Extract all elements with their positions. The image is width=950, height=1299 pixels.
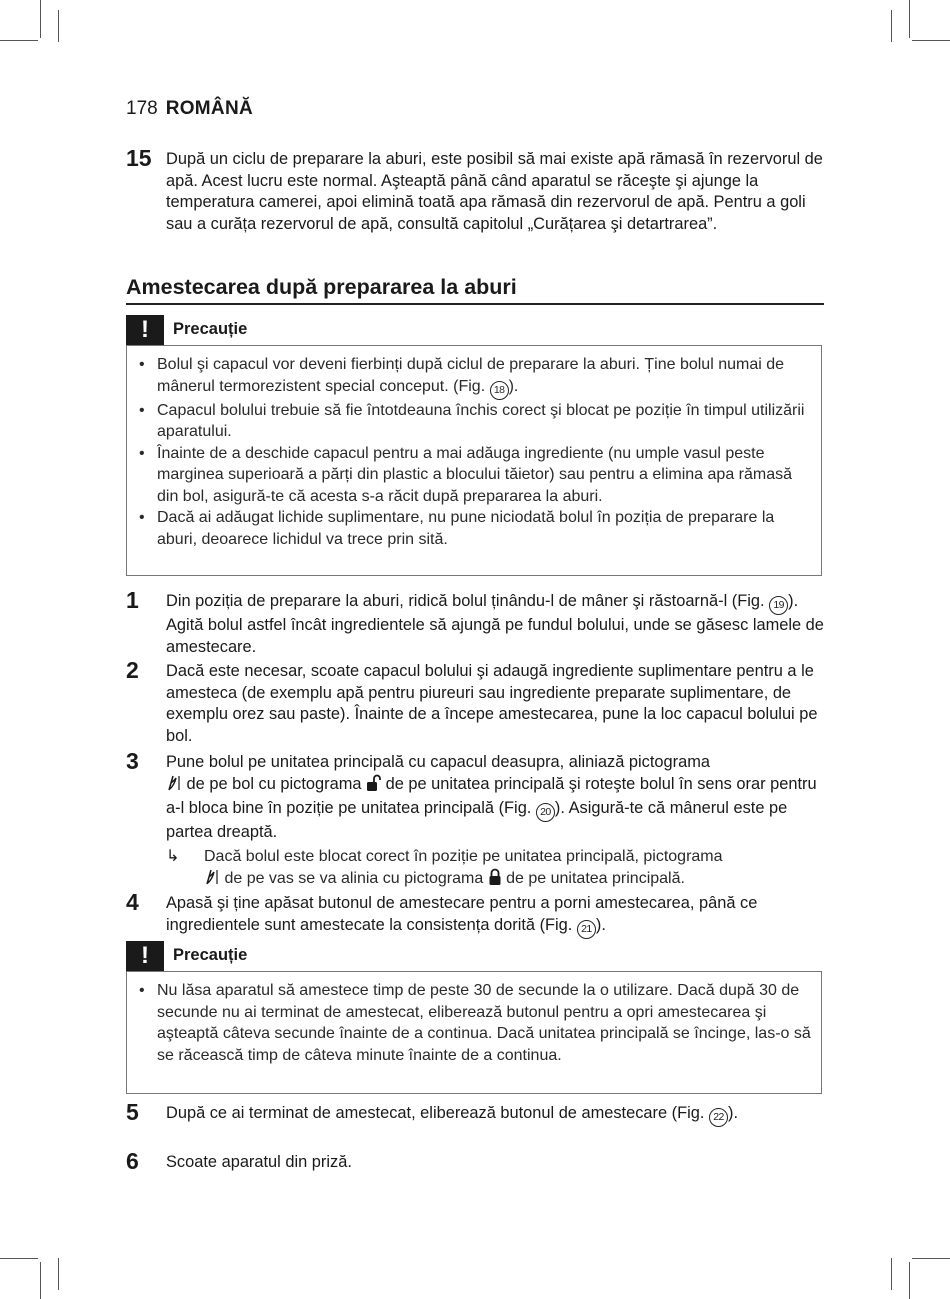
caution-block (126, 315, 824, 548)
caution-label: Precauție (173, 320, 248, 338)
figure-ref: 19 (769, 596, 788, 615)
figure-ref: 20 (536, 803, 555, 822)
crop-mark (891, 1258, 892, 1290)
figure-ref: 22 (709, 1108, 728, 1127)
caution-bullet: • Nu lăsa aparatul să amestece timp de peste 30 de secunde la o utilizare. Dacă după 30 de secunde nu ai terminat de amestecat, eliberează butonul pentru a opri amestecarea şi aşteaptă câteva secunde înainte de a continua. Dacă unitatea principală se încinge, las-o să se răcească timp de câteva minute înainte de a continua. (137, 980, 811, 1066)
crop-mark (909, 0, 910, 38)
crop-mark (40, 0, 41, 38)
crop-mark (891, 10, 892, 42)
lock-icon (488, 868, 502, 893)
step-text: După un ciclu de preparare la aburi, este posibil să mai existe apă rămasă în rezervorul de apă. Acest lucru este normal. Aşteaptă până când aparatul se răceşte şi ajunge la temperatura camerei, apoi elimină toată apa rămasă din rezervorul de apă. Pentru a goli sau a curăța rezervorul de apă, consultă capitolul „Curățarea şi detartrarea”. (166, 150, 823, 233)
crop-mark (909, 1262, 910, 1299)
crop-mark (0, 40, 38, 41)
caution-bullet: • Bolul şi capacul vor deveni fierbinți după ciclul de preparare la aburi. Ține bolul numai de mânerul termorezistent special conceput. (Fig. 18 ). (137, 354, 811, 400)
crop-mark (912, 40, 950, 41)
page-number: 178 (126, 98, 158, 119)
figure-ref: 21 (577, 920, 596, 939)
crop-mark (58, 10, 59, 42)
page-header (126, 98, 253, 120)
step-text: Dacă este necesar, scoate capacul bolului şi adaugă ingrediente suplimentare pentru a le amesteca (de exemplu apă pentru piureuri sau ingrediente preparate suplimentare, de exemplu orez sau paste). Înainte de a începe amestecarea, pune la loc capacul bolului pe bol. (166, 662, 818, 745)
caution-bullet: • Dacă ai adăugat lichide suplimentare, nu pune niciodată bolul în poziția de preparare la aburi, deoarece lichidul va trece prin sită. (137, 507, 811, 550)
crop-mark (912, 1258, 950, 1259)
section-title: Amestecarea după prepararea la aburi (126, 275, 517, 299)
caution-box (126, 345, 822, 576)
caution-block (126, 941, 824, 1064)
warning-icon: ! (126, 941, 164, 971)
crop-mark (58, 1258, 59, 1290)
crop-mark (0, 1258, 38, 1259)
step-text: Apasă şi ține apăsat butonul de amestecare pentru a porni amestecarea, până ce ingredientele sunt amestecate la consistența dorită (Fig. 21 ). (166, 893, 826, 939)
caution-box (126, 971, 822, 1094)
warning-icon: ! (126, 315, 164, 345)
figure-ref: 18 (490, 381, 509, 400)
result-text: Dacă bolul este blocat corect în poziție pe unitatea principală, pictograma de pe vas se va alinia cu pictograma de pe unitatea principală. (204, 846, 826, 892)
step-number: 15 (126, 145, 152, 171)
step-text: Scoate aparatul din priză. (166, 1153, 352, 1171)
caution-label: Precauție (173, 946, 248, 964)
step-number: 2 (126, 657, 139, 683)
caution-bullet: • Capacul bolului trebuie să fie întotdeauna închis corect şi blocat pe poziție în timpul utilizării aparatului. (137, 400, 811, 443)
step-number: 3 (126, 748, 139, 774)
section-divider (126, 303, 824, 305)
bowl-pictogram-icon (166, 774, 182, 799)
crop-mark (40, 1262, 41, 1299)
step-number: 4 (126, 889, 139, 915)
caution-bullet: • Înainte de a deschide capacul pentru a mai adăuga ingrediente (nu umple vasul peste marginea superioară a părți din plastic a blocului tăietor) sau pentru a elimina apa rămasă din bol, asigură-te că acesta s-a răcit după prepararea la aburi. (137, 443, 811, 508)
language-label: ROMÂNĂ (165, 98, 253, 119)
bowl-pictogram-icon (204, 868, 220, 893)
unlock-icon (366, 774, 381, 799)
step-text: Din poziția de preparare la aburi, ridică bolul ținându-l de mâner şi răstoarnă-l (Fig. 19 ). Agită bolul astfel încât ingredientele să ajungă pe fundul bolului, unde se găsesc lamele de amestecare. (166, 592, 824, 656)
result-arrow-icon: ↳ (166, 848, 180, 865)
step-text: Pune bolul pe unitatea principală cu capacul deasupra, aliniază pictograma de pe bol cu pictograma de pe unitatea principală şi roteşte bolul în sens orar pentru a-l bloca bine în poziție pe unitatea principală (Fig. 20 ). Asigură-te că mânerul este pe partea dreaptă. (166, 753, 817, 841)
step-text: După ce ai terminat de amestecat, eliberează butonul de amestecare (Fig. 22 ). (166, 1103, 826, 1127)
step-number: 1 (126, 587, 139, 613)
step-number: 5 (126, 1099, 139, 1125)
step-number: 6 (126, 1148, 139, 1174)
